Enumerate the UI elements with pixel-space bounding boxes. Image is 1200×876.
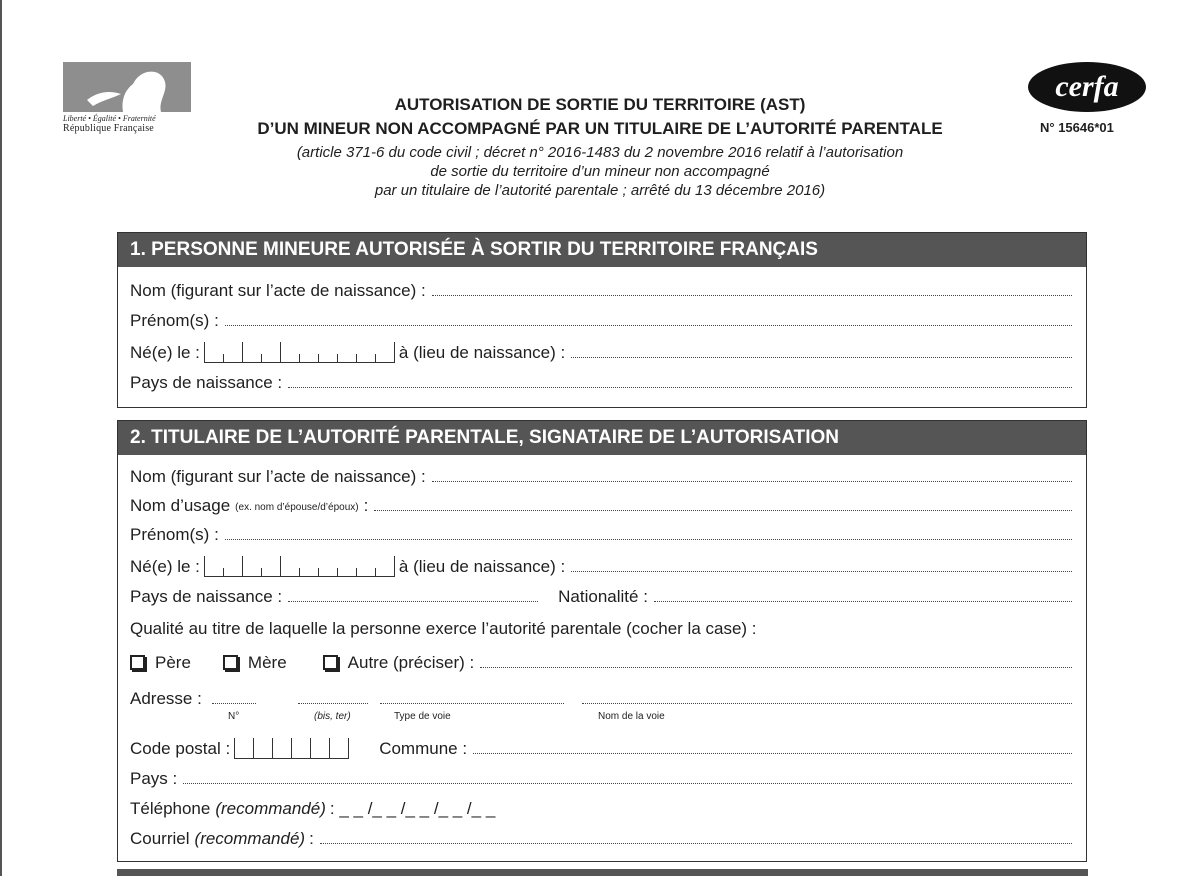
parent-courriel-row [130,825,1072,849]
parent-prenom-row [130,521,1072,545]
parent-ne-label: Né(e) le : [130,557,200,576]
minor-lieu-label: à (lieu de naissance) : [398,343,566,362]
adresse-type-field[interactable] [380,703,564,704]
minor-nom-row [130,277,1072,301]
parent-code-postal-row [130,735,1072,759]
parent-prenom-field[interactable] [225,539,1072,540]
minor-ne-label: Né(e) le : [130,343,200,362]
parent-pays2-row [130,765,1072,789]
telephone-hint: (recommandé) [215,799,326,818]
form-title [200,93,1000,200]
pere-label: Père [155,653,191,672]
courriel-field[interactable] [320,843,1072,844]
minor-prenom-field[interactable] [225,325,1072,326]
commune-field[interactable] [473,753,1072,754]
legal-reference-3: par un titulaire de l’autorité parentale ; arrêté du 13 décembre 2016) [374,182,826,199]
mere-label: Mère [247,653,287,672]
minor-lieu-field[interactable] [571,357,1072,358]
parent-nom-usage-colon: : [363,496,369,515]
parent-nom-usage-row [130,492,1072,516]
section-minor [117,232,1087,408]
pays-label: Pays : [130,769,178,788]
minor-prenom-label: Prénom(s) : [130,311,219,330]
parent-qualite-label: Qualité au titre de laquelle la personne exerce l’autorité parentale (cocher la case) : [130,619,757,638]
minor-nom-field[interactable] [432,295,1072,296]
parent-nationalite-field[interactable] [654,601,1072,602]
parent-nationalite-label: Nationalité : [558,587,648,606]
adresse-nom-caption: Nom de la voie [598,711,665,722]
republique-francaise-text: République Française [63,123,154,134]
section-1-title: 1. PERSONNE MINEURE AUTORISÉE À SORTIR DU TERRITOIRE FRANÇAIS [118,233,1086,267]
minor-naissance-row [130,339,1072,363]
commune-label: Commune : [379,739,468,758]
parent-telephone-row [130,795,1072,819]
parent-adresse-row [130,685,1072,709]
parent-pays-label: Pays de naissance : [130,587,283,606]
mere-checkbox[interactable] [223,655,238,670]
pere-checkbox[interactable] [130,655,145,670]
parent-nom-row [130,463,1072,487]
parent-qualite-options [130,649,1072,673]
minor-prenom-row [130,307,1072,331]
adresse-type-caption: Type de voie [394,711,451,722]
legal-reference-1: (article 371-6 du code civil ; décret n° 2016-1483 du 2 novembre 2016 relatif à l’autorisation [296,144,904,161]
parent-birthdate-field[interactable] [204,556,395,577]
republique-francaise-logo [63,62,193,134]
autre-field[interactable] [480,667,1072,668]
autre-checkbox[interactable] [323,655,338,670]
pays-field[interactable] [183,783,1072,784]
legal-reference-2: de sortie du territoire d’un mineur non accompagné [430,163,770,180]
parent-pays-nationalite-row [130,583,1072,607]
marianne-icon [63,62,191,112]
cerfa-number: N° 15646*01 [1040,120,1114,135]
republic-motto: Liberté • Égalité • Fraternité [63,114,156,123]
parent-prenom-label: Prénom(s) : [130,525,219,544]
courriel-label: Courriel [130,829,190,848]
next-section-header [117,869,1088,876]
minor-pays-label: Pays de naissance : [130,373,283,392]
title-line-2: D’UN MINEUR NON ACCOMPAGNÉ PAR UN TITULAIRE DE L’AUTORITÉ PARENTALE [257,119,943,138]
code-postal-field[interactable] [234,738,349,759]
parent-qualite-row [130,615,1072,639]
minor-pays-field[interactable] [288,387,1072,388]
courriel-hint: (recommandé) [194,829,306,848]
title-line-1: AUTORISATION DE SORTIE DU TERRITOIRE (AST) [394,95,806,114]
page-left-border [0,0,2,876]
adresse-bis-field[interactable] [298,703,368,704]
minor-pays-row [130,369,1072,393]
parent-nom-usage-label: Nom d’usage [130,496,231,515]
parent-adresse-label: Adresse : [130,689,202,708]
adresse-bis-caption: (bis, ter) [314,711,351,722]
adresse-num-caption: N° [228,711,240,722]
telephone-label: Téléphone [130,799,211,818]
parent-nom-label: Nom (figurant sur l’acte de naissance) : [130,467,426,486]
parent-lieu-field[interactable] [571,571,1072,572]
parent-nom-field[interactable] [432,481,1072,482]
parent-nom-usage-field[interactable] [374,510,1072,511]
telephone-field[interactable]: : _ _ /_ _ /_ _ /_ _ /_ _ [329,799,496,818]
code-postal-label: Code postal : [130,739,231,758]
parent-nom-usage-hint: (ex. nom d’épouse/d’époux) [235,502,359,513]
section-2-title: 2. TITULAIRE DE L’AUTORITÉ PARENTALE, SIGNATAIRE DE L’AUTORISATION [118,421,1086,455]
parent-pays-field[interactable] [288,601,538,602]
adresse-nom-field[interactable] [582,703,1072,704]
parent-naissance-row [130,553,1072,577]
autre-label: Autre (préciser) : [347,653,475,672]
section-parent [117,420,1087,862]
courriel-colon: : [309,829,314,848]
minor-nom-label: Nom (figurant sur l’acte de naissance) : [130,281,426,300]
adresse-num-field[interactable] [212,703,256,704]
cerfa-logo: cerfa [1028,62,1146,112]
minor-birthdate-field[interactable] [204,342,395,363]
parent-lieu-label: à (lieu de naissance) : [398,557,566,576]
